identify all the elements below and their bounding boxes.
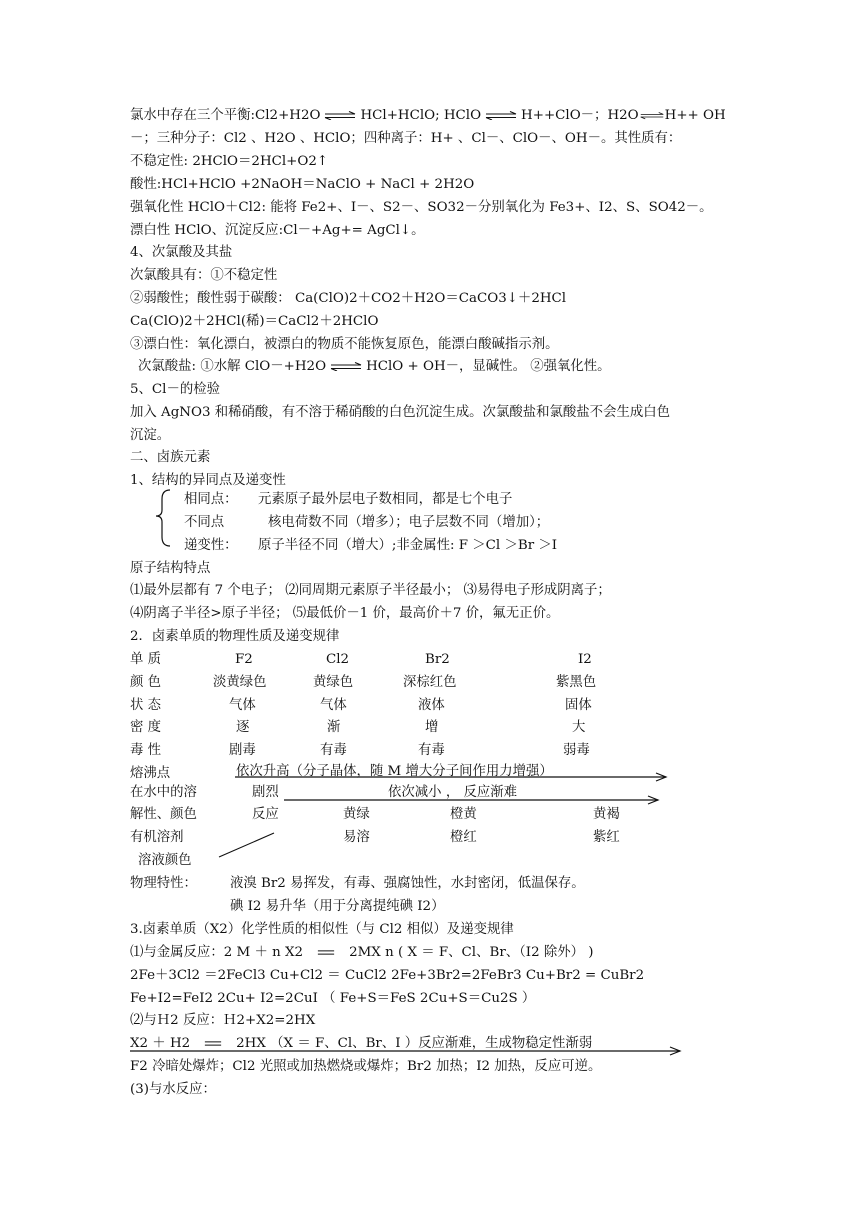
table-cell: 增 [425, 720, 439, 735]
metal-reaction-line [130, 943, 594, 963]
text-line: 原子结构特点 [130, 561, 211, 576]
solubility-label: 解性、颜色 [130, 807, 197, 822]
text-fragment: ⑴与金属反应：2 M ＋ n X2 [130, 945, 304, 960]
table-cell: 紫黑色 [556, 675, 597, 690]
text-line: Ca(ClO)2＋2HCl(稀)＝CaCl2＋2HClO [130, 314, 379, 329]
chlorine-water-equilibria [130, 106, 726, 126]
table-row-label: 密 度 [130, 720, 162, 735]
table-cell: 大 [572, 720, 586, 735]
water-f2-text: 剧烈 [252, 785, 279, 800]
chlorine-water-text: H++ClO－；H2O [521, 108, 639, 123]
table-cell: 气体 [229, 698, 256, 713]
boiling-label: 熔沸点 [130, 766, 171, 781]
text-line: 强氧化性 HClO＋Cl2: 能将 Fe2+、I－、S2－、SO32－分别氧化为 Fe3+、I2、S、SO42－。 [130, 200, 713, 215]
text-line: 沉淀。 [130, 428, 171, 443]
table-cell: 弱毒 [563, 743, 590, 758]
text-fragment: 2MX n ( X ＝ F、Cl、Br、（I2 除外） ) [349, 945, 594, 960]
text-line: 加入 AgNO3 和稀硝酸，有不溶于稀硝酸的白色沉淀生成。次氯酸盐和氯酸盐不会生成白色 [130, 405, 671, 420]
table-cell: 深棕红色 [403, 675, 457, 690]
table-cell: 有毒 [418, 743, 445, 758]
table-cell: 固体 [565, 698, 592, 713]
equilibrium-arrow-icon [324, 111, 356, 120]
text-fragment: X2 ＋ H2 [130, 1036, 191, 1051]
subsection-heading: 3.卤素单质（X2）化学性质的相似性（与 Cl2 相似）及递变规律 [130, 922, 514, 937]
text-line: ⑷阴离子半径>原子半径； ⑸最低价－1 价，最高价＋7 价，氟无正价。 [130, 606, 560, 621]
table-row-label: 颜 色 [130, 675, 162, 690]
boiling-trend-text: 依次升高（分子晶体，随 M 增大分子间作用力增强） [236, 764, 553, 779]
subsection-heading: 2．卤素单质的物理性质及递变规律 [130, 629, 340, 644]
equilibrium-arrow-icon [485, 111, 517, 120]
subsection-heading: 1、结构的异同点及递变性 [130, 473, 286, 488]
text-line: 次氯酸具有：①不稳定性 [130, 268, 278, 283]
brace-text-trend: 原子半径不同（增大）;非金属性: F ＞Cl ＞Br ＞I [258, 538, 558, 553]
brace-label-same: 相同点： [184, 492, 238, 507]
text-line: 酸性:HCl+HClO +2NaOH＝NaClO + NaCl + 2H2O [130, 177, 475, 192]
table-cell: 易溶 [343, 830, 370, 845]
table-cell: 淡黄绿色 [213, 675, 267, 690]
physical-text: 液溴 Br2 易挥发，有毒、强腐蚀性，水封密闭，低温保存。 [230, 876, 585, 891]
water-trend-text: 依次减小 ， 反应渐难 [388, 785, 518, 800]
text-line: 不稳定性: 2HClO＝2HCl+O2↑ [130, 154, 329, 169]
solubility-label: 在水中的溶 [130, 785, 197, 800]
table-cell: F2 [235, 652, 253, 667]
chlorine-water-text: H++ OH [664, 108, 726, 123]
hydrogen-reaction-line [130, 1034, 592, 1054]
text-line: (3)与水反应： [130, 1082, 216, 1097]
chlorine-water-text: HCl+HClO; HClO [360, 108, 482, 123]
text-line: －；三种分子：Cl2 、H2O 、HClO；四种离子：H+ 、Cl－、ClO－、OH－。其性质有： [130, 131, 682, 146]
section-heading: 4、次氯酸及其盐 [130, 245, 233, 260]
text-line: 2Fe＋3Cl2 ＝2FeCl3 Cu+Cl2 ＝ CuCl2 2Fe+3Br2=2FeBr3 Cu+Br2 = CuBr2 [130, 968, 645, 983]
table-cell: 黄褐 [593, 807, 620, 822]
table-cell: 橙红 [450, 830, 477, 845]
text-fragment: 次氯酸盐: ①水解 ClO－+H2O [138, 359, 327, 374]
text-line: 漂白性 HClO、沉淀反应:Cl－+Ag+= AgCl↓。 [130, 223, 425, 238]
table-cell: 气体 [320, 698, 347, 713]
text-line: Fe+I2=FeI2 2Cu+ I2=2CuI （ Fe+S＝FeS 2Cu+S＝Cu2S ） [130, 991, 536, 1006]
brace-text-diff: 核电荷数不同（增多）；电子层数不同（增加）； [268, 515, 550, 530]
table-cell: 液体 [418, 698, 445, 713]
diagonal-divider [219, 833, 274, 857]
solubility-label: 有机溶剂 [130, 830, 184, 845]
table-cell: I2 [578, 652, 592, 667]
text-line: F2 冷暗处爆炸；Cl2 光照或加热燃烧或爆炸；Br2 加热；I2 加热，反应可逆。 [130, 1059, 602, 1074]
table-cell: 渐 [327, 720, 341, 735]
double-equals-icon [200, 1039, 226, 1048]
hypochlorite-salt-line [138, 357, 611, 377]
equilibrium-arrow-icon [640, 111, 664, 120]
physical-text: 碘 I2 易升华（用于分离提纯碘 I2） [230, 899, 445, 914]
brace-label-diff: 不同点 [184, 515, 225, 530]
table-cell: Cl2 [326, 652, 350, 667]
text-line: ②弱酸性；酸性弱于碳酸： Ca(ClO)2＋CO2＋H2O＝CaCO3↓＋2HCl [130, 291, 567, 306]
table-cell: 黄绿色 [313, 675, 354, 690]
text-line: ⑴最外层都有 7 个电子； ⑵同周期元素原子半径最小； ⑶易得电子形成阴离子； [130, 583, 611, 598]
table-row-label: 毒 性 [130, 743, 162, 758]
text-line: ⑵与Ｈ2 反应：Ｈ2+X2=2HX [130, 1013, 316, 1028]
text-fragment: HClO + OH－，显碱性。 ②强氧化性。 [366, 359, 611, 374]
table-cell: 有毒 [320, 743, 347, 758]
physical-label: 物理特性： [130, 876, 197, 891]
table-cell: Br2 [425, 652, 450, 667]
table-cell: 紫红 [593, 830, 620, 845]
section-heading: 5、Cl－的检验 [130, 382, 221, 397]
table-cell: 橙黄 [450, 807, 477, 822]
table-row-label: 状 态 [130, 698, 162, 713]
double-equals-icon [313, 948, 339, 957]
brace-label-trend: 递变性： [184, 538, 238, 553]
text-fragment: 2HX （X ＝ F、Cl、Br、I ）反应渐难，生成物稳定性渐弱 [236, 1036, 593, 1051]
table-cell: 黄绿 [343, 807, 370, 822]
text-line: ③漂白性：氧化漂白，被漂白的物质不能恢复原色，能漂白酸碱指示剂。 [130, 337, 559, 352]
brace-text-same: 元素原子最外层电子数相同，都是七个电子 [258, 492, 513, 507]
section-heading: 二、卤族元素 [130, 450, 211, 465]
table-cell: 逐 [236, 720, 250, 735]
table-cell: 剧毒 [229, 743, 256, 758]
water-f2-text: 反应 [252, 807, 279, 822]
solubility-label: 溶液颜色 [138, 853, 192, 868]
table-row-label: 单 质 [130, 652, 162, 667]
chlorine-water-text: 氯水中存在三个平衡:Cl2+H2O [130, 108, 321, 123]
equilibrium-arrow-icon [330, 362, 362, 371]
